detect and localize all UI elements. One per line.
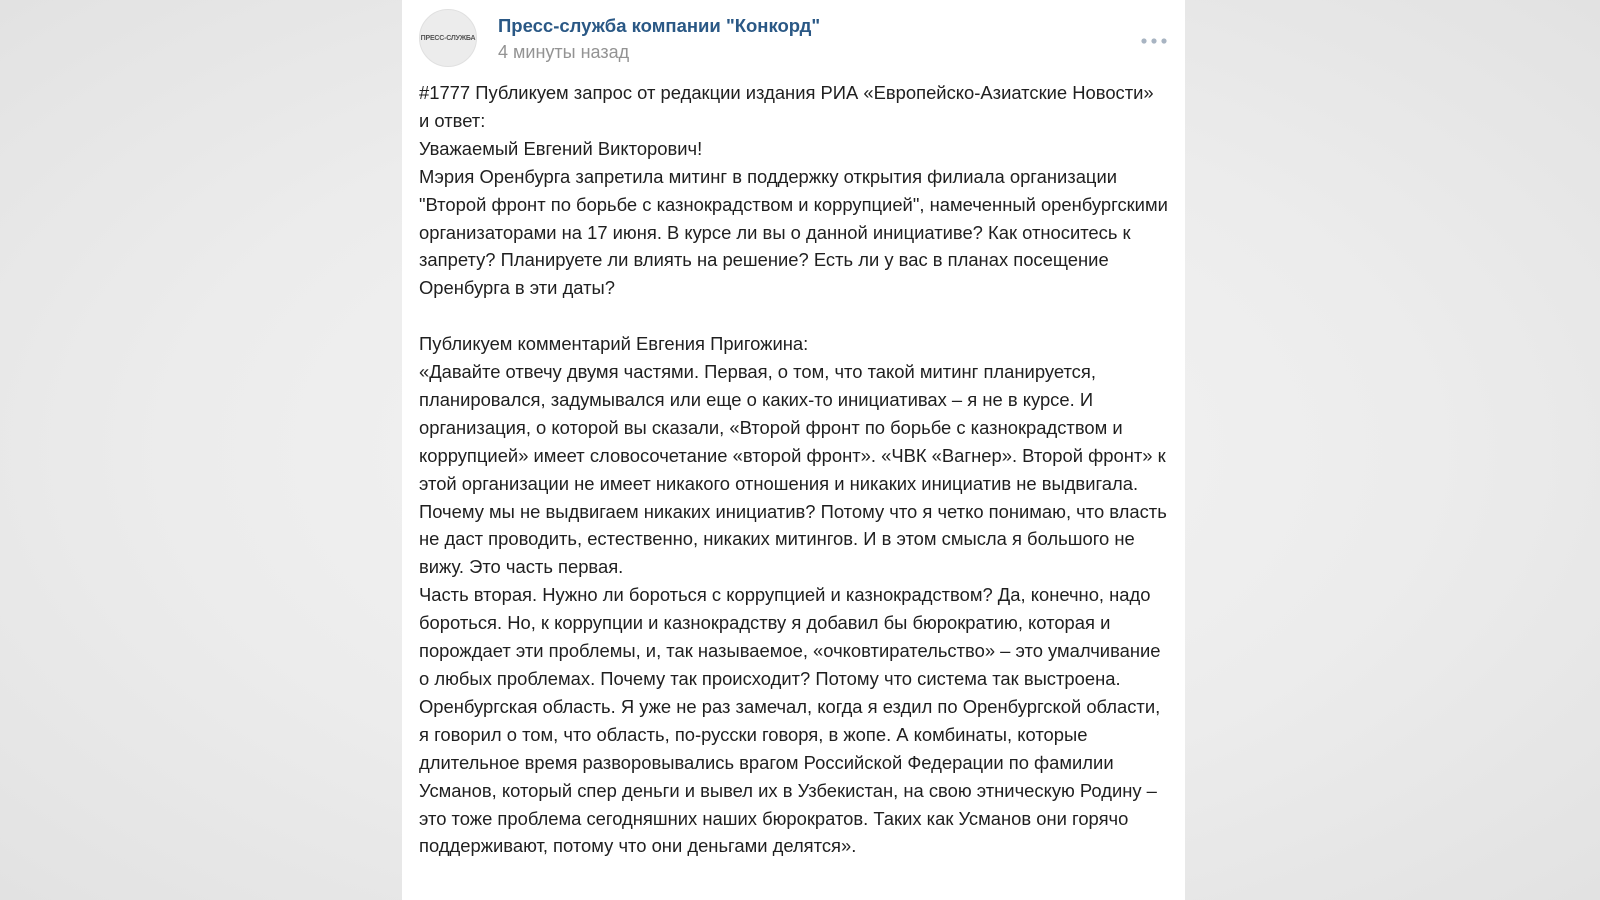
post-paragraph-answer-part-two: Часть вторая. Нужно ли бороться с коррупцией и казнокрадством? Да, конечно, надо бороться. Но, к коррупции и казнокрадству я добавил бы бюрократию, которая и порождает эти проблемы, и, так называемое, «очковтирательство» – это умалчивание о любых проблемах. Почему так происходит? Потому что система так выстроена. Оренбургская область. Я уже не раз замечал, когда я ездил по Оренбургской области, я говорил о том, что область, по-русски говоря, в жопе. А комбинаты, которые длительное время разворовывались врагом Российской Федерации по фамилии Усманов, который спер деньги и вывел их в Узбекистан, на свою этническую Родину – это тоже проблема сегодняшних наших бюрократов. Таких как Усманов они горячо поддерживают, потому что они деньгами делятся».	[419, 584, 1166, 857]
more-horizontal-icon	[1141, 38, 1167, 44]
post-paragraph-intro: #1777 Публикуем запрос от редакции издания РИА «Европейско-Азиатские Новости» и ответ:	[419, 82, 1159, 131]
post-paragraph-comment-intro: Публикуем комментарий Евгения Пригожина:	[419, 333, 809, 355]
post-time-link[interactable]: 4 минуты назад	[498, 42, 630, 62]
post-paragraph-question: Мэрия Оренбурга запретила митинг в поддержку открытия филиала организации "Второй фронт по борьбе с казнокрадством и коррупцией", намеченный оренбургскими организаторами на 17 июня. В курсе ли вы о данной инициативе? Как относитесь к запрету? Планируете ли влиять на решение? Есть ли у вас в планах посещение Оренбурга в эти даты?	[419, 165, 1173, 299]
post-text	[419, 79, 1173, 860]
avatar-text: ПРЕСС-СЛУЖБА	[420, 34, 476, 42]
post-paragraph-answer-part-one: «Давайте отвечу двумя частями. Первая, о том, что такой митинг планируется, планировался, задумывался или еще о каких-то инициативах – я не в курсе. И организация, о которой вы сказали, «Второй фронт по борьбе с казнокрадством и коррупцией» имеет словосочетание «второй фронт». «ЧВК «Вагнер». Второй фронт» к этой организации не имеет никакого отношения и никаких инициатив не выдвигала. Почему мы не выдвигаем никаких инициатив? Потому что я четко понимаю, что власть не даст проводить, естественно, никаких митингов. И в этом смысла я большого не вижу. Это часть первая.	[419, 361, 1172, 578]
author-name-link[interactable]: Пресс-служба компании "Конкорд"	[498, 15, 821, 36]
post-header	[419, 9, 1169, 69]
paragraph-spacer	[419, 302, 1169, 330]
avatar[interactable]	[419, 9, 477, 67]
more-options-button[interactable]	[1139, 31, 1169, 51]
post-card	[402, 0, 1185, 900]
post-paragraph-greeting: Уважаемый Евгений Викторович!	[419, 137, 703, 159]
